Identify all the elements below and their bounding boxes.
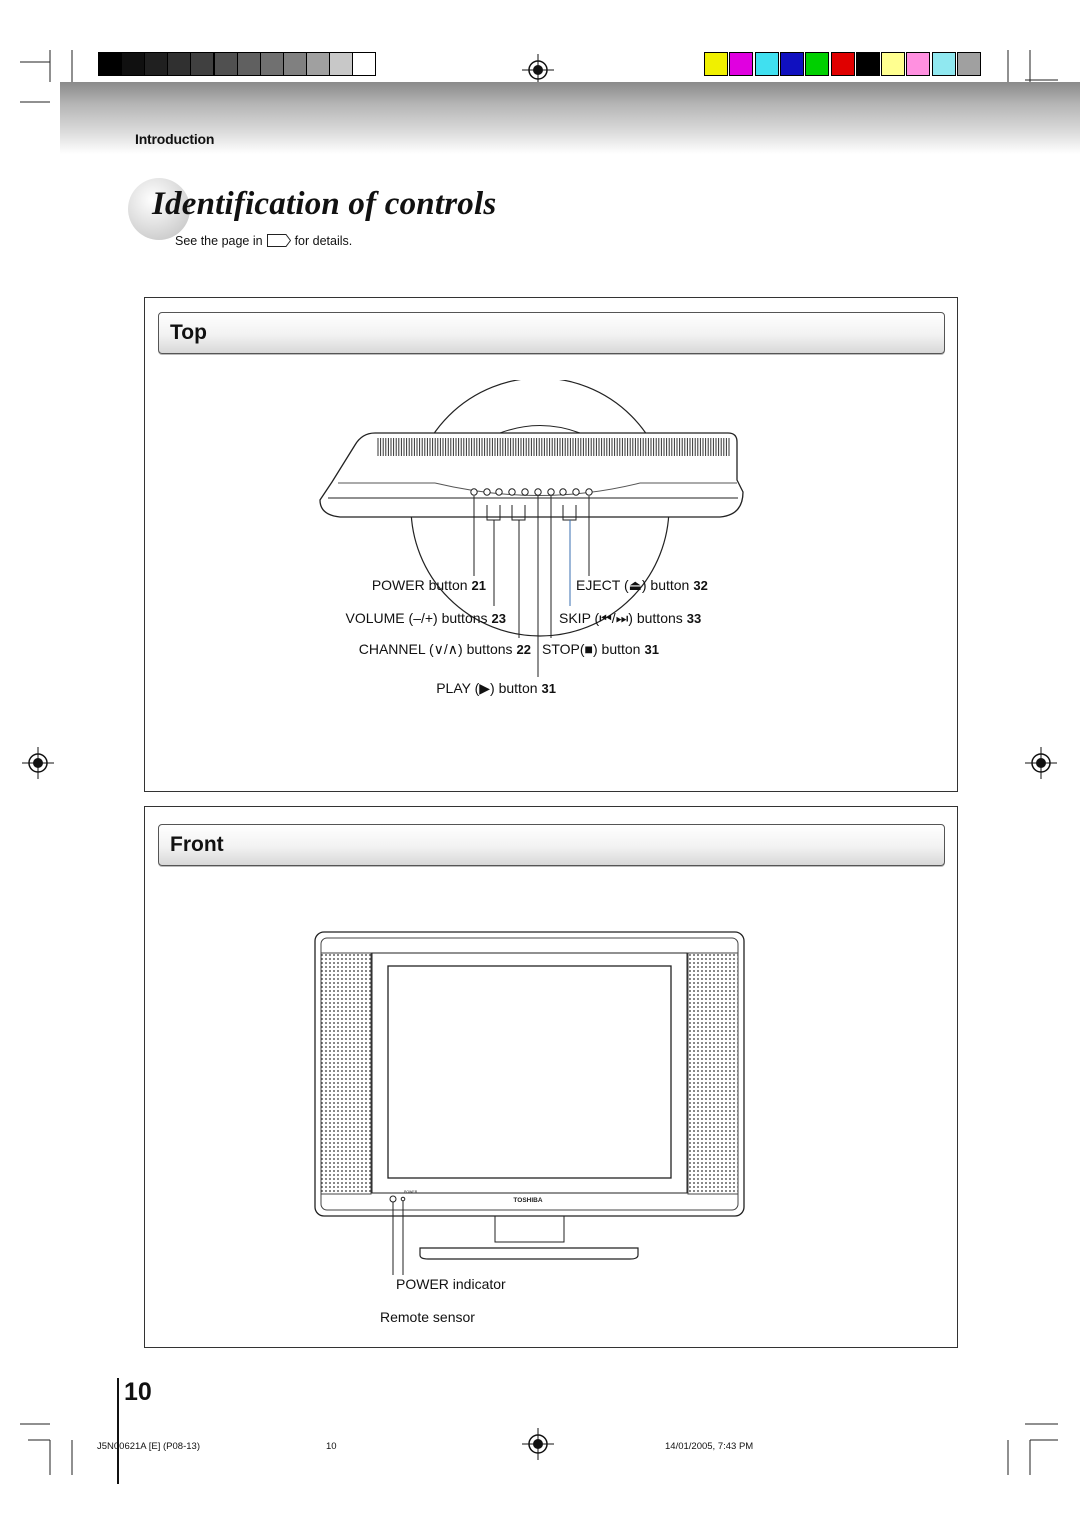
color-swatch — [881, 52, 905, 76]
channel-buttons-label — [359, 641, 531, 658]
power-button-label-text: POWER button — [371, 577, 468, 593]
color-swatch — [932, 52, 956, 76]
color-swatch — [329, 52, 353, 76]
color-swatch — [755, 52, 779, 76]
page-ref-23: 23 — [491, 611, 506, 626]
volume-buttons-label-text: VOLUME (–/+) buttons — [345, 610, 488, 626]
page-number-rule — [117, 1378, 119, 1484]
color-swatch — [729, 52, 753, 76]
eject-button-label — [576, 577, 708, 594]
color-swatch — [780, 52, 804, 76]
footer-job-code: J5N00621A [E] (P08-13) — [97, 1441, 200, 1452]
power-button-label — [372, 577, 486, 593]
tv-front-view-illustration — [300, 925, 760, 1275]
color-swatch — [121, 52, 145, 76]
page-ref-32: 32 — [693, 578, 708, 593]
footer-date: 14/01/2005, 7:43 PM — [665, 1441, 754, 1452]
color-swatch — [190, 52, 214, 76]
color-swatch — [167, 52, 191, 76]
page-ref-31: 31 — [644, 642, 659, 657]
color-swatch — [260, 52, 284, 76]
color-swatch — [98, 52, 122, 76]
page-ref-22: 22 — [516, 642, 531, 657]
color-swatch — [352, 52, 376, 76]
top-panel-header — [158, 312, 945, 354]
registration-target-icon — [522, 1428, 554, 1460]
color-swatch — [831, 52, 855, 76]
color-swatch — [906, 52, 930, 76]
color-swatch — [856, 52, 880, 76]
page-title: Identification of controls — [152, 186, 497, 222]
power-indicator-label: POWER indicator — [396, 1276, 506, 1292]
front-panel-header — [158, 824, 945, 866]
color-swatch — [214, 52, 238, 76]
color-swatch — [237, 52, 261, 76]
skip-buttons-label-text: SKIP (⏮/⏭) buttons — [559, 610, 683, 626]
registration-target-icon — [22, 747, 54, 779]
stop-button-label — [542, 641, 659, 657]
front-panel-title: Front — [170, 833, 224, 856]
eject-button-label-text: EJECT (⏏) button — [576, 577, 690, 593]
registration-target-icon — [1025, 747, 1057, 779]
color-swatch — [283, 52, 307, 76]
footer-page: 10 — [326, 1441, 337, 1452]
instruction-text-after: for details. — [294, 234, 353, 248]
page-ref-box-icon — [267, 234, 291, 247]
play-button-label-text: PLAY (▶) button — [436, 680, 538, 696]
top-panel-title: Top — [170, 321, 207, 344]
remote-sensor-label: Remote sensor — [380, 1309, 475, 1325]
color-swatch — [704, 52, 728, 76]
page-ref-33: 33 — [686, 611, 702, 626]
skip-buttons-label — [559, 610, 701, 627]
play-button-label — [436, 680, 556, 697]
page-number: 10 — [124, 1378, 152, 1406]
power-small-label: POWER — [404, 1190, 418, 1194]
color-swatch — [306, 52, 330, 76]
stop-button-label-text: STOP(■) button — [542, 641, 641, 657]
page-ref-instruction — [175, 234, 352, 248]
color-swatch — [957, 52, 981, 76]
channel-buttons-label-text: CHANNEL (∨/∧) buttons — [358, 641, 513, 657]
volume-buttons-label — [346, 610, 506, 626]
page-ref-31: 31 — [541, 681, 556, 696]
instruction-text-before: See the page in — [175, 234, 263, 248]
toshiba-logo: TOSHIBA — [513, 1197, 543, 1204]
color-swatch — [144, 52, 168, 76]
color-swatch — [805, 52, 829, 76]
page-ref-21: 21 — [471, 578, 486, 593]
section-label: Introduction — [135, 131, 215, 147]
